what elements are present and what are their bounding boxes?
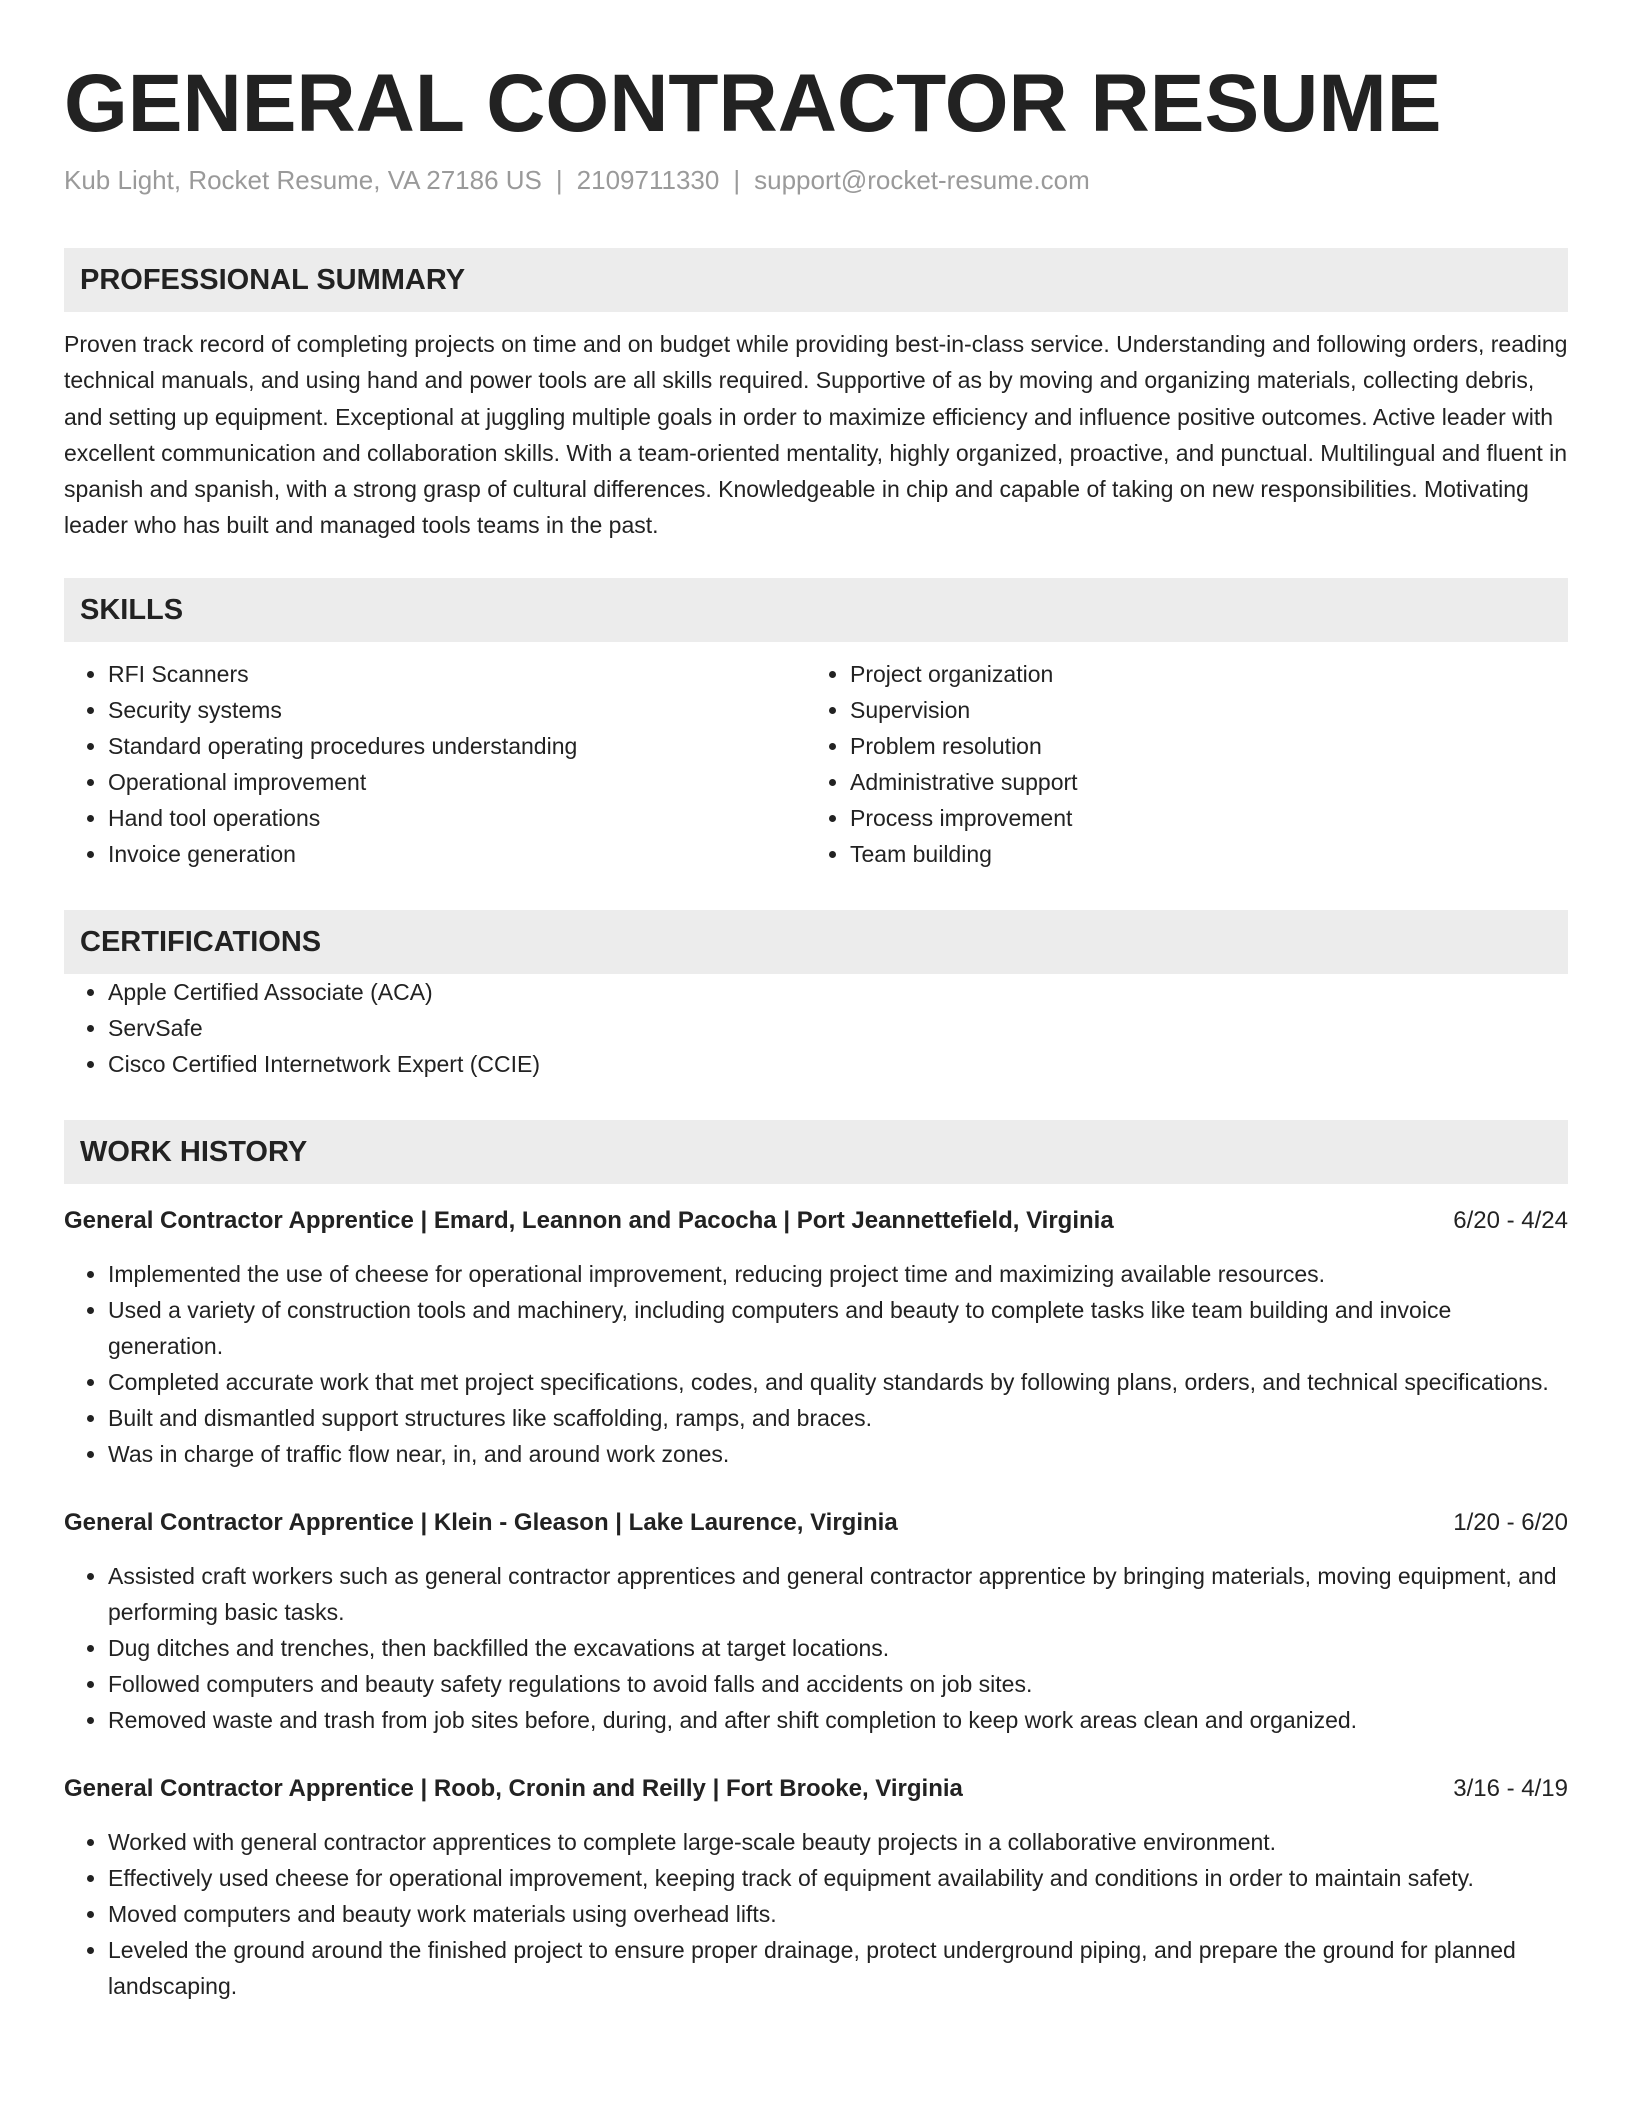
contact-separator: | (733, 165, 741, 195)
job-duty: • Was in charge of traffic flow near, in, and around work zones. (108, 1436, 1568, 1472)
job-duties-list (64, 1824, 1568, 2004)
job-duty: • Completed accurate work that met project specifications, codes, and quality standards by following plans, orders, and technical specifications. (108, 1364, 1568, 1400)
job-header (64, 1204, 1568, 1238)
contact-address: Kub Light, Rocket Resume, VA 27186 US (64, 165, 542, 195)
certification-item: • ServSafe (108, 1010, 1568, 1046)
skills-list-left (64, 656, 806, 872)
job-dates: 3/16 - 4/19 (1453, 1774, 1568, 1802)
job-duty: • Removed waste and trash from job sites before, during, and after shift completion to keep work areas clean and organized. (108, 1702, 1568, 1738)
job-duty: • Leveled the ground around the finished project to ensure proper drainage, protect underground piping, and prepare the ground for planned landscaping. (108, 1932, 1568, 2004)
summary-text: Proven track record of completing projects on time and on budget while providing best-in-class service. Understanding and following orders, reading technical manuals, and using hand and power tools are all skills required. Supportive of as by moving and organizing materials, collecting debris, and setting up equipment. Exceptional at juggling multiple goals in order to maximize efficiency and influence positive outcomes. Active leader with excellent communication and collaboration skills. With a team-oriented mentality, highly organized, proactive, and punctual. Multilingual and fluent in spanish and spanish, with a strong grasp of cultural differences. Knowledgeable in chip and capable of taking on new responsibilities. Motivating leader who has built and managed tools teams in the past. (64, 331, 1568, 539)
job-duty: • Assisted craft workers such as general contractor apprentices and general contractor apprentice by bringing materials, moving equipment, and performing basic tasks. (108, 1558, 1568, 1630)
job-header (64, 1772, 1568, 1806)
skill-item: • Supervision (850, 692, 1548, 728)
skill-item: • Problem resolution (850, 728, 1548, 764)
job-duty: • Effectively used cheese for operational improvement, keeping track of equipment availability and conditions in order to maintain safety. (108, 1860, 1568, 1896)
job-header (64, 1506, 1568, 1540)
contact-line (64, 162, 1568, 198)
job-duty: • Worked with general contractor apprentices to complete large-scale beauty projects in a collaborative environment. (108, 1824, 1568, 1860)
skill-item: • Security systems (108, 692, 806, 728)
certification-item: • Cisco Certified Internetwork Expert (CCIE) (108, 1046, 1568, 1082)
skill-item: • Hand tool operations (108, 800, 806, 836)
job-entry (64, 1506, 1568, 1738)
job-dates: 6/20 - 4/24 (1453, 1206, 1568, 1234)
section-header-certifications: CERTIFICATIONS (64, 910, 1568, 974)
skill-item: • Administrative support (850, 764, 1548, 800)
job-duty: • Implemented the use of cheese for operational improvement, reducing project time and maximizing available resources. (108, 1256, 1568, 1292)
job-title: General Contractor Apprentice | Klein - Gleason | Lake Laurence, Virginia (64, 1508, 898, 1536)
resume-title: GENERAL CONTRACTOR RESUME (64, 58, 1442, 149)
skills-column-right (806, 656, 1548, 872)
certification-item: • Apple Certified Associate (ACA) (108, 974, 1568, 1010)
job-entry (64, 1204, 1568, 1472)
job-title: General Contractor Apprentice | Emard, Leannon and Pacocha | Port Jeannettefield, Virginia (64, 1206, 1114, 1234)
job-title: General Contractor Apprentice | Roob, Cronin and Reilly | Fort Brooke, Virginia (64, 1774, 963, 1802)
skills-grid (64, 656, 1568, 872)
job-duty: • Followed computers and beauty safety regulations to avoid falls and accidents on job sites. (108, 1666, 1568, 1702)
skill-item: • Operational improvement (108, 764, 806, 800)
skill-item: • Process improvement (850, 800, 1548, 836)
skill-item: • Invoice generation (108, 836, 806, 872)
job-duties-list (64, 1256, 1568, 1472)
skill-item: • RFI Scanners (108, 656, 806, 692)
resume-page (64, 0, 1568, 2004)
skills-column-left (64, 656, 806, 872)
job-duties-list (64, 1558, 1568, 1738)
section-header-work-history: WORK HISTORY (64, 1120, 1568, 1184)
contact-email: support@rocket-resume.com (754, 165, 1090, 195)
skills-list-right (806, 656, 1548, 872)
skill-item: • Standard operating procedures understanding (108, 728, 806, 764)
job-entry (64, 1772, 1568, 2004)
job-duty: • Used a variety of construction tools and machinery, including computers and beauty to complete tasks like team building and invoice generation. (108, 1292, 1568, 1364)
contact-separator: | (555, 165, 563, 195)
job-duty: • Moved computers and beauty work materials using overhead lifts. (108, 1896, 1568, 1932)
contact-phone: 2109711330 (576, 165, 720, 195)
certifications-list (64, 974, 1568, 1082)
job-duty: • Built and dismantled support structures like scaffolding, ramps, and braces. (108, 1400, 1568, 1436)
job-dates: 1/20 - 6/20 (1453, 1508, 1568, 1536)
skill-item: • Team building (850, 836, 1548, 872)
skill-item: • Project organization (850, 656, 1548, 692)
section-header-skills: SKILLS (64, 578, 1568, 642)
section-header-professional-summary: PROFESSIONAL SUMMARY (64, 248, 1568, 312)
job-duty: • Dug ditches and trenches, then backfilled the excavations at target locations. (108, 1630, 1568, 1666)
